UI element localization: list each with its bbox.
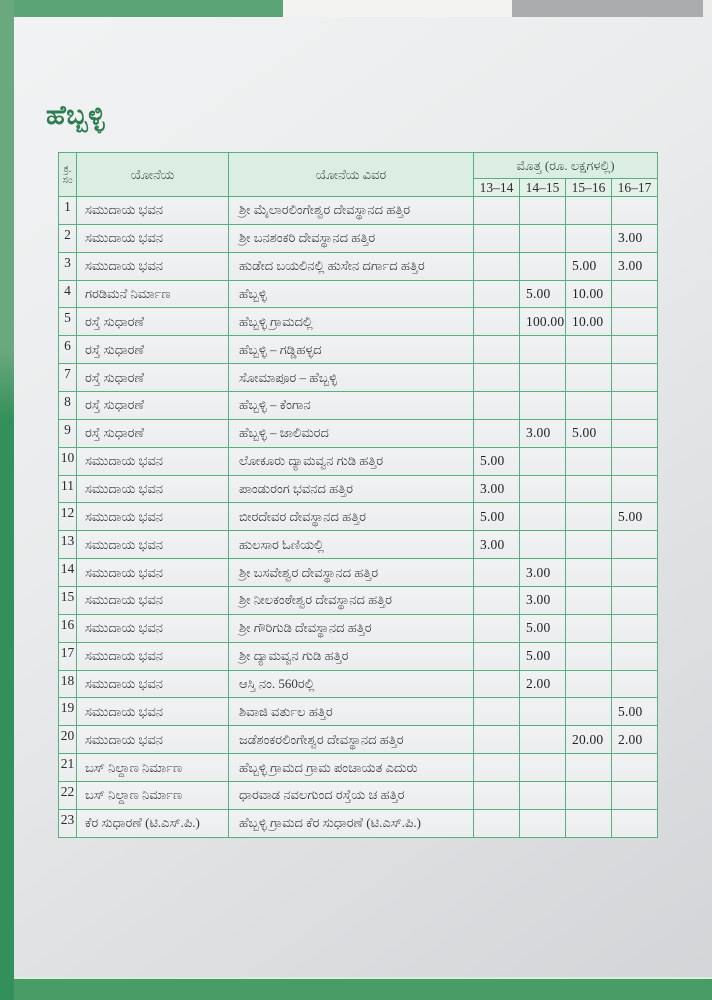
table-body (59, 197, 658, 838)
row-amount-14-15: 5.00 (520, 642, 566, 670)
row-amount-15-16: 5.00 (566, 419, 612, 447)
row-amount-14-15: 2.00 (520, 670, 566, 698)
table-row (59, 252, 658, 280)
row-scheme: ರಸ್ತೆ ಸುಧಾರಣೆ (77, 336, 229, 364)
row-amount-15-16: 5.00 (566, 252, 612, 280)
row-scheme: ರಸ್ತೆ ಸುಧಾರಣೆ (77, 308, 229, 336)
row-amount-15-16 (566, 698, 612, 726)
row-amount-16-17 (612, 559, 658, 587)
table-row (59, 587, 658, 615)
row-scheme: ಕೆರ ಸುಧಾರಣೆ (ಟಿ.ಎಸ್.ಪಿ.) (77, 809, 229, 837)
row-serial: 5 (59, 308, 77, 336)
row-amount-16-17 (612, 392, 658, 420)
row-detail: ಹೆಬ್ಬಳ್ಳಿ – ಕೆಂಗಾನ (229, 392, 474, 420)
row-amount-13-14 (474, 336, 520, 364)
row-amount-15-16: 20.00 (566, 726, 612, 754)
row-amount-16-17 (612, 308, 658, 336)
row-scheme: ಸಮುದಾಯ ಭವನ (77, 224, 229, 252)
row-detail: ಹೆಬ್ಬಳ್ಳಿ ಗ್ರಾಮದ ಕೆರ ಸುಧಾರಣೆ (ಟಿ.ಎಸ್.ಪಿ.) (229, 809, 474, 837)
row-amount-15-16 (566, 782, 612, 810)
row-serial: 21 (59, 754, 77, 782)
table-row (59, 754, 658, 782)
row-detail: ಪಾಂಡುರಂಗ ಭವನದ ಹತ್ತಿರ (229, 475, 474, 503)
header-year-13-14: 13–14 (474, 179, 520, 197)
row-amount-14-15: 3.00 (520, 587, 566, 615)
table-row (59, 224, 658, 252)
top-border-light-segment (703, 0, 712, 17)
row-amount-14-15 (520, 698, 566, 726)
row-amount-15-16 (566, 614, 612, 642)
row-serial: 4 (59, 280, 77, 308)
row-amount-16-17 (612, 782, 658, 810)
page-bottom-border (0, 977, 712, 1000)
row-amount-14-15 (520, 809, 566, 837)
table-row (59, 642, 658, 670)
row-serial: 7 (59, 364, 77, 392)
row-scheme: ಸಮುದಾಯ ಭವನ (77, 503, 229, 531)
row-amount-16-17: 3.00 (612, 252, 658, 280)
row-serial: 23 (59, 809, 77, 837)
row-scheme: ಸಮುದಾಯ ಭವನ (77, 559, 229, 587)
page-left-border (0, 0, 14, 1000)
row-serial: 18 (59, 670, 77, 698)
row-amount-16-17 (612, 447, 658, 475)
row-amount-14-15 (520, 726, 566, 754)
row-detail: ಶ್ರೀ ಬಸವೇಶ್ವರ ದೇವಸ್ಥಾನದ ಹತ್ತಿರ (229, 559, 474, 587)
row-amount-13-14 (474, 614, 520, 642)
row-amount-13-14 (474, 587, 520, 615)
top-border-white-segment (283, 0, 512, 17)
row-scheme: ಸಮುದಾಯ ಭವನ (77, 642, 229, 670)
row-amount-14-15 (520, 447, 566, 475)
row-scheme: ಸಮುದಾಯ ಭವನ (77, 252, 229, 280)
row-detail: ಶ್ರೀ ದ್ಯಾಮವ್ವನ ಗುಡಿ ಹತ್ತಿರ (229, 642, 474, 670)
page-title: ಹೆಬ್ಬಳ್ಳಿ (46, 100, 106, 130)
row-detail: ಜಡೆಶಂಕರಲಿಂಗೇಶ್ವರ ದೇವಸ್ಥಾನದ ಹತ್ತಿರ (229, 726, 474, 754)
row-amount-15-16 (566, 475, 612, 503)
table-row (59, 419, 658, 447)
row-amount-16-17 (612, 364, 658, 392)
row-scheme: ರಸ್ತೆ ಸುಧಾರಣೆ (77, 364, 229, 392)
row-amount-15-16 (566, 531, 612, 559)
row-amount-13-14 (474, 224, 520, 252)
row-serial: 11 (59, 475, 77, 503)
row-amount-16-17 (612, 531, 658, 559)
row-amount-14-15 (520, 197, 566, 225)
row-detail: ಧಾರವಾಡ ನವಲಗುಂದ ರಸ್ತೆಯ ಚ ಹತ್ತಿರ (229, 782, 474, 810)
row-serial: 20 (59, 726, 77, 754)
row-detail: ಲೋಕೂರು ದ್ಯಾಮವ್ವನ ಗುಡಿ ಹತ್ತಿರ (229, 447, 474, 475)
table-row (59, 670, 658, 698)
row-amount-14-15 (520, 364, 566, 392)
row-amount-15-16 (566, 670, 612, 698)
row-amount-13-14 (474, 252, 520, 280)
row-amount-14-15 (520, 754, 566, 782)
header-year-14-15: 14–15 (520, 179, 566, 197)
row-amount-13-14 (474, 670, 520, 698)
row-serial: 6 (59, 336, 77, 364)
row-amount-13-14 (474, 308, 520, 336)
row-scheme: ಗರಡಿಮನೆ ನಿರ್ಮಾಣ (77, 280, 229, 308)
row-serial: 22 (59, 782, 77, 810)
row-amount-13-14: 5.00 (474, 447, 520, 475)
row-amount-15-16 (566, 642, 612, 670)
row-amount-13-14: 3.00 (474, 531, 520, 559)
row-amount-13-14 (474, 364, 520, 392)
row-serial: 17 (59, 642, 77, 670)
row-scheme: ಸಮುದಾಯ ಭವನ (77, 531, 229, 559)
row-amount-14-15: 3.00 (520, 419, 566, 447)
table-row (59, 559, 658, 587)
row-amount-16-17: 2.00 (612, 726, 658, 754)
row-scheme: ಸಮುದಾಯ ಭವನ (77, 447, 229, 475)
row-amount-13-14 (474, 419, 520, 447)
row-scheme: ಬಸ್ ನಿಲ್ದಾಣ ನಿರ್ಮಾಣ (77, 782, 229, 810)
table-row (59, 782, 658, 810)
row-detail: ಹೆಬ್ಬಳ್ಳಿ – ಗಡ್ಡಿಹಳ್ಳದ (229, 336, 474, 364)
table-row (59, 197, 658, 225)
row-detail: ಸೋಮಾಪೂರ – ಹೆಬ್ಬಳ್ಳಿ (229, 364, 474, 392)
row-amount-14-15 (520, 252, 566, 280)
table-row (59, 698, 658, 726)
row-detail: ಶ್ರೀ ಗೌರಿಗುಡಿ ದೇವಸ್ಥಾನದ ಹತ್ತಿರ (229, 614, 474, 642)
row-amount-16-17 (612, 475, 658, 503)
row-amount-15-16 (566, 447, 612, 475)
header-scheme: ಯೋನೆಯ (77, 153, 229, 197)
row-amount-16-17: 5.00 (612, 698, 658, 726)
header-serial-number: ಕ್ರ. ಸಂ (59, 153, 77, 197)
row-amount-16-17 (612, 336, 658, 364)
row-amount-13-14 (474, 280, 520, 308)
row-amount-16-17: 5.00 (612, 503, 658, 531)
row-detail: ಶಿವಾಜಿ ವರ್ತುಲ ಹತ್ತಿರ (229, 698, 474, 726)
row-amount-13-14 (474, 559, 520, 587)
page-top-border (0, 0, 712, 17)
row-amount-13-14 (474, 754, 520, 782)
row-serial: 12 (59, 503, 77, 531)
row-detail: ಹುಲಸಾರ ಓಣಿಯಲ್ಲಿ (229, 531, 474, 559)
row-amount-16-17 (612, 809, 658, 837)
row-amount-15-16: 10.00 (566, 308, 612, 336)
row-scheme: ಬಸ್ ನಿಲ್ದಾಣ ನಿರ್ಮಾಣ (77, 754, 229, 782)
row-amount-16-17 (612, 754, 658, 782)
row-serial: 3 (59, 252, 77, 280)
row-detail: ಹೆಬ್ಬಳ್ಳಿ ಗ್ರಾಮದಲ್ಲಿ (229, 308, 474, 336)
row-amount-13-14 (474, 726, 520, 754)
row-amount-14-15 (520, 531, 566, 559)
row-serial: 14 (59, 559, 77, 587)
row-detail: ಹೆಬ್ಬಳ್ಳಿ ಗ್ರಾಮದ ಗ್ರಾಮ ಪಂಚಾಯತ ಎದುರು (229, 754, 474, 782)
schemes-table (58, 152, 658, 838)
row-amount-13-14 (474, 197, 520, 225)
row-amount-15-16 (566, 754, 612, 782)
row-scheme: ಸಮುದಾಯ ಭವನ (77, 614, 229, 642)
row-amount-15-16 (566, 559, 612, 587)
row-serial: 8 (59, 392, 77, 420)
row-amount-15-16 (566, 364, 612, 392)
row-scheme: ಸಮುದಾಯ ಭವನ (77, 475, 229, 503)
row-amount-16-17 (612, 197, 658, 225)
row-amount-14-15 (520, 224, 566, 252)
table-row (59, 392, 658, 420)
row-serial: 1 (59, 197, 77, 225)
row-amount-14-15: 5.00 (520, 614, 566, 642)
table-row (59, 364, 658, 392)
row-amount-14-15: 100.00 (520, 308, 566, 336)
row-serial: 19 (59, 698, 77, 726)
table-row (59, 531, 658, 559)
row-amount-15-16 (566, 809, 612, 837)
row-amount-16-17 (612, 642, 658, 670)
row-amount-13-14 (474, 642, 520, 670)
row-detail: ಶ್ರೀ ಬನಶಂಕರಿ ದೇವಸ್ಥಾನದ ಹತ್ತಿರ (229, 224, 474, 252)
row-detail: ಹುಡೇದ ಬಯಲಿನಲ್ಲಿ ಹುಸೇನ ದರ್ಗಾದ ಹತ್ತಿರ (229, 252, 474, 280)
row-amount-16-17 (612, 670, 658, 698)
row-amount-14-15 (520, 782, 566, 810)
row-scheme: ಸಮುದಾಯ ಭವನ (77, 726, 229, 754)
row-amount-13-14 (474, 809, 520, 837)
row-scheme: ಸಮುದಾಯ ಭವನ (77, 670, 229, 698)
row-amount-15-16: 10.00 (566, 280, 612, 308)
row-amount-16-17: 3.00 (612, 224, 658, 252)
row-amount-14-15 (520, 336, 566, 364)
row-amount-14-15 (520, 475, 566, 503)
row-amount-15-16 (566, 224, 612, 252)
row-scheme: ಸಮುದಾಯ ಭವನ (77, 197, 229, 225)
row-serial: 10 (59, 447, 77, 475)
row-scheme: ರಸ್ತೆ ಸುಧಾರಣೆ (77, 392, 229, 420)
row-detail: ಬೀರದೇವರ ದೇವಸ್ಥಾನದ ಹತ್ತಿರ (229, 503, 474, 531)
row-scheme: ರಸ್ತೆ ಸುಧಾರಣೆ (77, 419, 229, 447)
header-year-15-16: 15–16 (566, 179, 612, 197)
table-row (59, 280, 658, 308)
row-amount-16-17 (612, 419, 658, 447)
row-amount-13-14: 5.00 (474, 503, 520, 531)
row-amount-15-16 (566, 336, 612, 364)
header-scheme-details: ಯೋನೆಯ ವಿವರ (229, 153, 474, 197)
row-amount-16-17 (612, 280, 658, 308)
table-row (59, 475, 658, 503)
table-row (59, 336, 658, 364)
table-header (59, 153, 658, 197)
row-detail: ಆಸ್ತಿ ನಂ. 560ರಲ್ಲಿ (229, 670, 474, 698)
row-detail: ಶ್ರೀ ಮೈಲಾರಲಿಂಗೇಶ್ವರ ದೇವಸ್ಥಾನದ ಹತ್ತಿರ (229, 197, 474, 225)
row-serial: 13 (59, 531, 77, 559)
header-amount-group: ಮೊತ್ತ (ರೂ. ಲಕ್ಷಗಳಲ್ಲಿ) (474, 153, 658, 179)
top-border-green-segment (0, 0, 283, 17)
table-row (59, 308, 658, 336)
row-detail: ಶ್ರೀ ನೀಲಕಂಠೇಶ್ವರ ದೇವಸ್ಥಾನದ ಹತ್ತಿರ (229, 587, 474, 615)
row-amount-13-14 (474, 698, 520, 726)
row-serial: 15 (59, 587, 77, 615)
row-amount-14-15: 3.00 (520, 559, 566, 587)
table-row (59, 614, 658, 642)
row-detail: ಹೆಬ್ಬಳ್ಳಿ – ಜಾಲಿಮರದ (229, 419, 474, 447)
row-amount-15-16 (566, 503, 612, 531)
table-row (59, 447, 658, 475)
table-row (59, 726, 658, 754)
table-row (59, 503, 658, 531)
top-border-gray-segment (512, 0, 703, 17)
row-amount-15-16 (566, 392, 612, 420)
row-scheme: ಸಮುದಾಯ ಭವನ (77, 587, 229, 615)
row-serial: 2 (59, 224, 77, 252)
row-detail: ಹೆಬ್ಬಳ್ಳಿ (229, 280, 474, 308)
row-amount-14-15 (520, 503, 566, 531)
header-year-16-17: 16–17 (612, 179, 658, 197)
row-serial: 9 (59, 419, 77, 447)
row-amount-13-14 (474, 782, 520, 810)
row-amount-14-15 (520, 392, 566, 420)
row-amount-14-15: 5.00 (520, 280, 566, 308)
row-amount-16-17 (612, 587, 658, 615)
table-row (59, 809, 658, 837)
row-amount-13-14: 3.00 (474, 475, 520, 503)
row-amount-13-14 (474, 392, 520, 420)
row-amount-16-17 (612, 614, 658, 642)
row-serial: 16 (59, 614, 77, 642)
row-amount-15-16 (566, 197, 612, 225)
row-scheme: ಸಮುದಾಯ ಭವನ (77, 698, 229, 726)
row-amount-15-16 (566, 587, 612, 615)
